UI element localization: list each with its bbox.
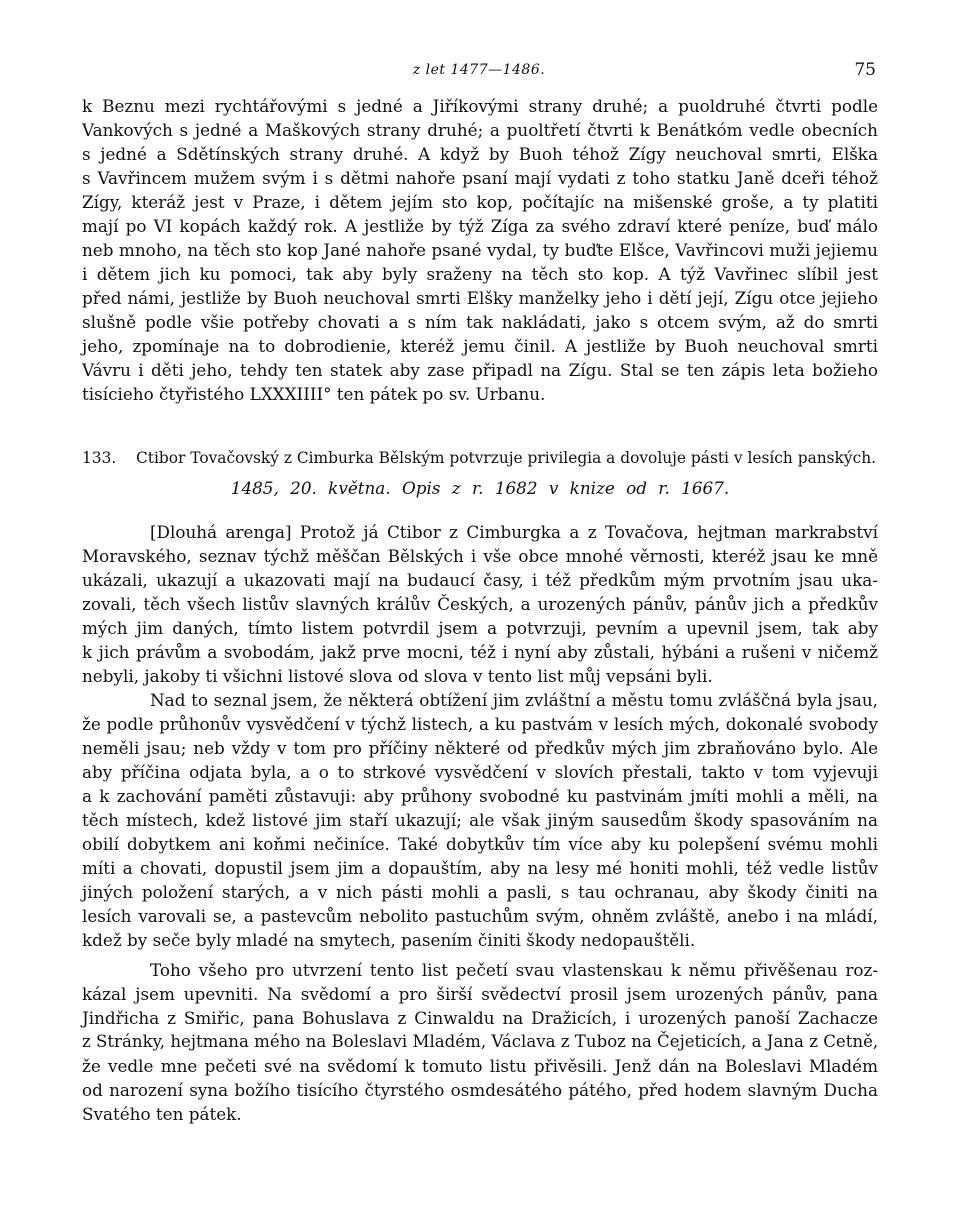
text-line: že podle průhonův vysvědčení v týchž listech, a ku pastvám v lesích mých, dokonalé svobody bbox=[82, 714, 878, 734]
text-line: neměli jsau; neb vždy v tom pro příčiny některé od předkův mých jim zbraňováno bylo. Ale bbox=[82, 738, 878, 758]
text-line: zovali, těch všech listův slavných králův Českých, a urozených pánův, pánův jich a předkův bbox=[82, 594, 878, 614]
document-source: 1485, 20. května. Opis z r. 1682 v knize od r. 1667. bbox=[230, 478, 730, 498]
text-line: Nad to seznal jsem, že některá obtížení jim zvláštní a městu tomu zvláščná byla jsau, bbox=[150, 690, 878, 710]
running-head bbox=[82, 62, 876, 86]
text-line: kázal jsem upevniti. Na svědomí a pro širší svědectví prosil jsem urozených pánův, pana bbox=[82, 984, 878, 1004]
text-line: nebyli, jakoby ti všichni listové slova od slova v tento list můj vepsáni byli. bbox=[82, 666, 713, 686]
text-line: Zígy, kteráž jest v Praze, i dětem jejím sto kop, počítajíc na mišenské groše, a ty platiti bbox=[82, 192, 878, 212]
text-line: k jich právům a svobodám, jakž prve mocni, též i nyní aby zůstali, hýbáni a rušeni v ničemž bbox=[82, 642, 878, 662]
text-line: Vankových s jedné a Maškových strany druhé; a puoltřetí čtvrti k Benátkóm vedle obecních bbox=[82, 120, 878, 140]
text-line: k Beznu mezi rychtářovými s jedné a Jiříkovými strany druhé; a puoldruhé čtvrti podle bbox=[82, 96, 878, 116]
text-line: Svatého ten pátek. bbox=[82, 1104, 242, 1124]
text-line: jiných položení starých, a v nich pásti mohli a pasli, s tau ochranau, aby škody činiti na bbox=[82, 882, 878, 902]
text-line: kdež by seče byly mladé na smytech, pasením činiti škody nedopauštěli. bbox=[82, 930, 696, 950]
text-line: Moravského, seznav týchž měščan Bělských i vše obce mnohé věrnosti, kteréž jsau ke mně bbox=[82, 546, 878, 566]
document-number: 133. bbox=[82, 449, 117, 467]
text-line: i dětem jich ku pomoci, tak aby byly sraženy na těch sto kop. A týž Vavřinec slíbil jest bbox=[82, 264, 878, 284]
text-line: Jindřicha z Smiřic, pana Bohuslava z Cinwaldu na Dražicích, i urozených panoší Zachacze bbox=[82, 1008, 878, 1028]
page-number: 75 bbox=[854, 60, 876, 80]
text-line: obilí dobytkem ani koňmi nečiníce. Také dobytkův tím více aby ku polepšení svému mohli bbox=[82, 834, 878, 854]
text-line: [Dlouhá arenga] Protož já Ctibor z Cimburgka a z Tovačova, hejtman markrabství bbox=[150, 522, 878, 542]
text-line: aby příčina odjata byla, a o to strkové vysvědčení v slovích přestali, takto v tom vyjevuji bbox=[82, 762, 878, 782]
text-line: Toho všeho pro utvrzení tento list pečetí svau vlastenskau k němu přivěšenau roz- bbox=[150, 960, 878, 980]
text-line: před námi, jestliže by Buoh neuchoval smrti Elšky manželky jeho i dětí její, Zígu otce jejieho bbox=[82, 288, 878, 308]
text-line: Vávru i děti jeho, tehdy ten statek aby zase připadl na Zígu. Stal se ten zápis leta božieho bbox=[82, 360, 878, 380]
text-line: že vedle mne pečeti své na svědomí k tomuto listu přivěsili. Jenž dán na Boleslavi Mladém bbox=[82, 1056, 878, 1076]
text-line: jeho, zpomínaje na to dobrodienie, kteréž jemu činil. A jestliže by Buoh neuchoval smrti bbox=[82, 336, 878, 356]
running-title: z let 1477—1486. bbox=[412, 62, 546, 78]
text-line: s Vavřincem mužem svým i s dětmi nahoře psaní mají vydati z toho statku Janě dceři téhož bbox=[82, 168, 878, 188]
text-line: lesích varovali se, a pastevcům nebolito pastuchům svým, ohněm zvláště, anebo i na mládí, bbox=[82, 906, 878, 926]
document-regest: Ctibor Tovačovský z Cimburka Bělským potvrzuje privilegia a dovoluje pásti v lesích panských. bbox=[136, 449, 876, 467]
document-heading bbox=[82, 446, 878, 470]
text-line: slušně podle všie potřeby chovati a s ním tak nakládati, jako s otcem svým, až do smrti bbox=[82, 312, 878, 332]
text-line: ukázali, ukazují a ukazovati mají na budaucí časy, i též předkům mým prvotním jsau uka- bbox=[82, 570, 878, 590]
text-line: tisícieho čtyřistého LXXXIIII° ten pátek po sv. Urbanu. bbox=[82, 384, 546, 404]
text-line: neb mnoho, na těch sto kop Jané nahoře psané vydal, ty buďte Elšce, Vavřincovi muži jejiemu bbox=[82, 240, 878, 260]
text-line: těch místech, kdež listové jim staří ukazují; ale však jiným sausedům škody spasováním na bbox=[82, 810, 878, 830]
text-line: míti a chovati, dopustil jsem jim a dopauštím, aby na lesy mé honiti mohli, též vedle listův bbox=[82, 858, 878, 878]
text-line: a k zachování paměti zůstavuji: aby průhony svobodné ku pastvinám jmíti mohli a měli, na bbox=[82, 786, 878, 806]
text-line: z Stránky, hejtmana mého na Boleslavi Mladém, Václava z Tuboz na Čejeticích, a Jana z Cetně, bbox=[82, 1032, 879, 1051]
text-line: od narození syna božího tisícího čtyrstého osmdesátého pátého, před hodem slavným Ducha bbox=[82, 1080, 878, 1100]
text-line: mých jim daných, tímto listem potvrdil jsem a potvrzuji, pevním a upevnil jsem, tak aby bbox=[82, 618, 878, 638]
text-line: s jedné a Sdětínských strany druhé. A když by Buoh téhož Zígy neuchoval smrti, Elška bbox=[82, 144, 878, 164]
text-line: mají po VI kopách každý rok. A jestliže by týž Zíga za svého zdraví které peníze, buď málo bbox=[82, 216, 878, 236]
